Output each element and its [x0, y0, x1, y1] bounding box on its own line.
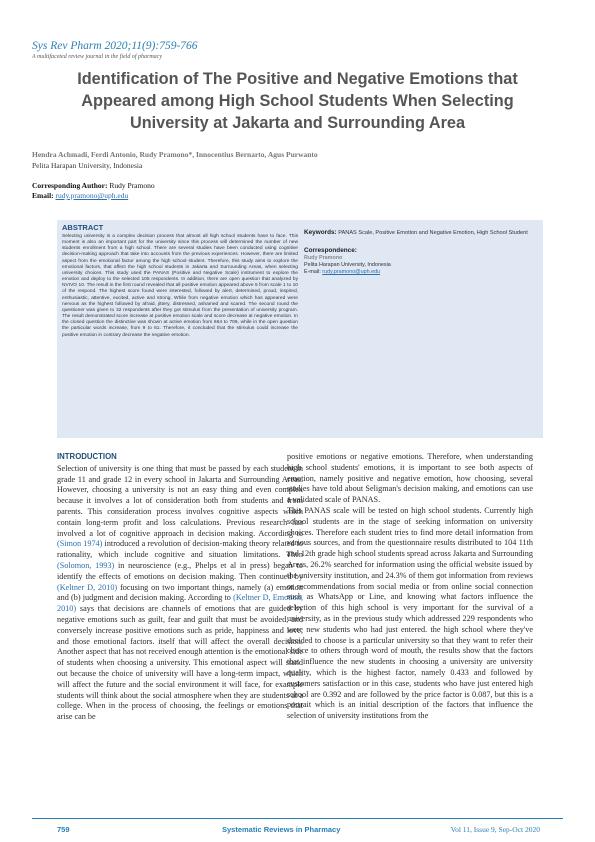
corresponding-email	[32, 191, 128, 200]
email-label: Email:	[32, 191, 54, 200]
journal-citation: Sys Rev Pharm 2020;11(9):759-766	[32, 40, 198, 52]
abstract-sidebar	[304, 229, 534, 275]
body-text: in neuroscience (e.g., Phelps et al in press) began to identify the effects of emotions on decision making. Then continued by	[57, 560, 303, 581]
keywords	[304, 229, 534, 237]
correspondence-email-label: E-mail:	[304, 269, 321, 275]
body-paragraph	[57, 464, 303, 723]
author-list: Hendra Achmadi, Ferdi Antonio, Rudy Pramono*, Innocentius Bernarto, Agus Purwanto	[32, 150, 318, 159]
citation-link[interactable]: (Simon 1974)	[57, 539, 103, 549]
correspondence-name: Rudy Pramono	[304, 255, 343, 261]
body-text: says that decisions are channels of emotions that are guided by negative emotions such as guilt, fear and guilt that must be avoided, and conversely increase positive emotions such as pride, happiness and love, and those emotional factors. itself that will affect the overall decision. Another aspect that has not received enough attention is the emotional side of students when choosing a university. This emotional aspect will stand out because the choice of university will have a long-term impact, which will affect the future and the social environment it will face, for example students will think about the social atmosphere when they are students at a college. When in the process of choosing, the feelings or emotions that arise can be	[57, 604, 303, 722]
citation-link[interactable]: (Keltner D, 2010)	[57, 582, 118, 592]
keywords-text: PANAS Scale, Positive Emotion and Negative Emotion, High School Student	[338, 230, 528, 236]
footer-journal-name: Systematic Reviews in Pharmacy	[222, 825, 341, 834]
abstract-column	[62, 223, 298, 339]
footer-volume: Vol 11, Issue 9, Sep-Oct 2020	[450, 825, 540, 834]
abstract-box	[57, 220, 543, 438]
page-number: 759	[57, 825, 70, 834]
body-text: Selection of university is one thing that must be passed by each student in grade 11 and grade 12 in every school in Jakarta and Surrounding Areas. However, choosing a university is not an easy thing and even complex because it involves a lot of consideration both from students and from parents. This consideration process involves cognitive aspects which contain long-term profit and loss calculations. Previous research has involved a lot of cognitive approach in decision making. According to	[57, 463, 303, 538]
corresponding-author-label: Corresponding Author:	[32, 181, 108, 190]
affiliation: Pelita Harapan University, Indonesia	[32, 161, 143, 170]
journal-subtitle: A multifaceted review journal in the field of pharmacy	[32, 54, 162, 60]
abstract-text: Selecting university is a complex decision process that almost all high school students have to face. This moment is also an important part for the university since this process will determined the number of new students enrollment from a high school. There are several studies have been conducted using cognitive decision-making approach that take into accounts from the previous experiences. However, there are limited aspect from the emotional factor among the high school student. Therefore, this study aims to explore the emotional factors, that affect the high school students in Jakarta and Surrounding Areas, when selecting university choices. This study used the PANAS (Positive and Negative Scale) instrument to explore the emotion and deploy to the selected 105 respondents. In addition, there are open question that analyzed by NVIVO 10. The result in the first round revealed that all positive emotion appeared above 5 from scale 1 to 10 of the respond. The highest score found were interested, followed by alert, determined, proud, inspired, enthusiastic, attentive, excited, active and strong. While from negative emotion which has appeared were nervous as the highest followed by afraid, jittery, distressed, ashamed and scared. The second round the questioner was given to 32 respondents after they got stimulus from the presentation of university program. The result demonstrated score increase at positive emotion scale and score decrease at negative emotion. In the closed question the distinctive was shown at active emotion from 664 to 706, while in the open question the particular words increase, from 9 to 61. Therefore, it concluded that the stimulus could increase the positive emotion in contrary decrease the negative emotion.	[62, 234, 298, 338]
introduction-heading: INTRODUCTION	[57, 452, 117, 461]
email-link[interactable]: rudy.pramono@uph.edu	[55, 191, 129, 200]
body-column-left	[57, 452, 303, 723]
abstract-heading: ABSTRACT	[62, 223, 104, 232]
body-text: introduced a revolution of decision-making theory related to rationality, which include cognitive and situation limitations. Then	[57, 539, 303, 560]
paper-title: Identification of The Positive and Negative Emotions that Appeared among High School Students When Selecting University at Jakarta and Surrounding Area	[77, 70, 518, 132]
footer-divider	[32, 818, 563, 819]
correspondence-email-link[interactable]: rudy.pramono@uph.edu	[322, 269, 381, 275]
corresponding-author	[32, 181, 155, 190]
body-column-right	[287, 452, 533, 722]
correspondence-email	[304, 269, 534, 275]
citation-link[interactable]: (Keltner D, Emotion, 2010)	[57, 593, 303, 614]
correspondence-heading: Correspondence:	[304, 247, 357, 254]
corresponding-author-name: Rudy Pramono	[109, 181, 155, 190]
body-paragraph: This PANAS scale will be tested on high school students. Currently high school students are in the stage of seeking information on university choices. Therefore each student tries to find more detail information from various sources, and from the questionnaire results distributed to 104 11th and 12th grade high school students spread across Jakarta and Surrounding Areas, 26.2% searched for information using the official website issued by the university institution, and 24.3% of them got information from reviews or recommendations from social media or from online social connection such as WhatsApp or Line, and knowing what factors influence the selection of this high school is very important for the survival of a university, as in the previous study which addressed 229 respondents who were new students who had just entered. the high school where they've decided to choose is a particular university so that they want to refer their choice to others through word of mouth, the results show that the factors that influence the new students in choosing a university are university quality, which is the highest factor, namely 0.433 and followed by customers satisfaction or in this case, students who have just entered high school are 0.392 and are followed by the price factor is 0.087, but this is a portrait which is an initial description of the factors that influence the selection of university institutions from the	[287, 505, 533, 721]
body-text: focusing on two important things, namely (a) emotion and (b) judgment and decision making. According to	[57, 582, 303, 603]
keywords-label: Keywords:	[304, 229, 337, 236]
citation-link[interactable]: (Solomon, 1993)	[57, 560, 115, 570]
body-paragraph: positive emotions or negative emotions. Therefore, when understanding high school students' emotions, it is important to see both aspects of emotion, namely positive and negative emotion, how choosing, several studies have told about Seligman's decision making, and emotions can use a validated scale of PANAS.	[287, 452, 533, 505]
correspondence-affiliation: Pelita Harapan University, Indonesia	[304, 262, 391, 268]
